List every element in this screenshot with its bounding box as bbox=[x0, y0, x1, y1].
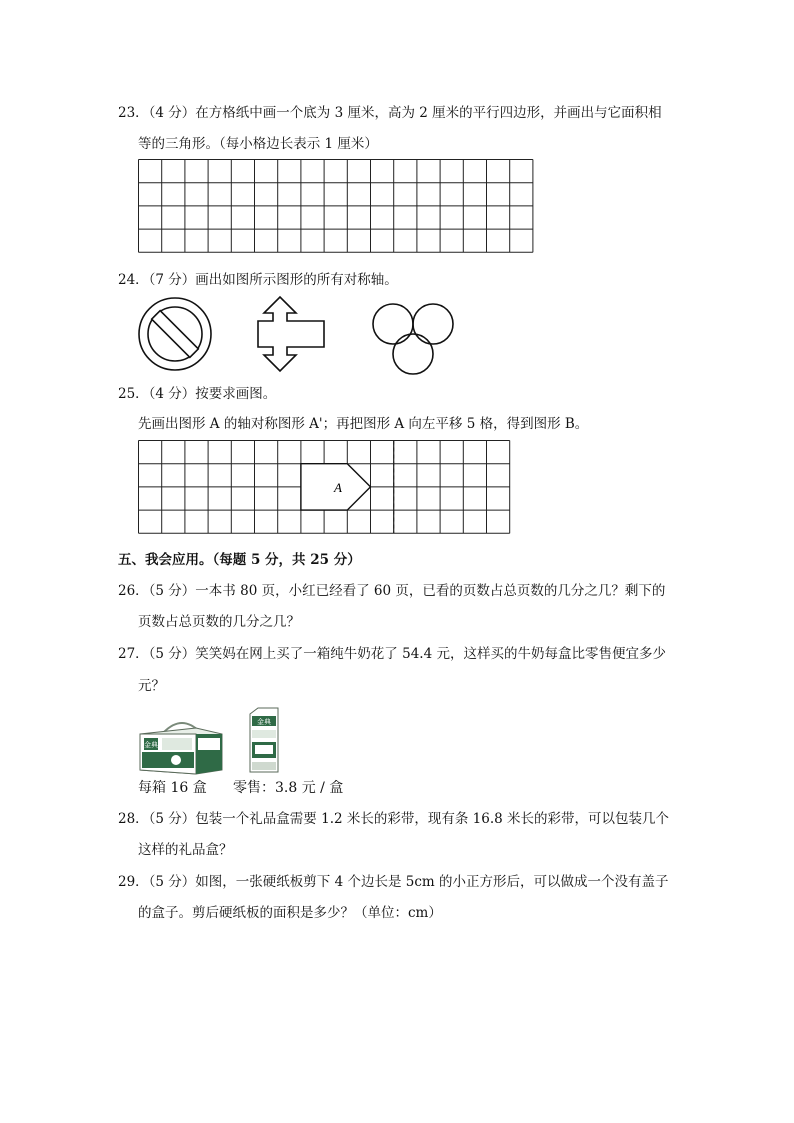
q25-grid[interactable] bbox=[138, 440, 512, 541]
milk-carton-image bbox=[246, 706, 282, 774]
q28-line2: 这样的礼品盒？ bbox=[138, 842, 233, 858]
q24-line1: 24．（7 分）画出如图所示图形的所有对称轴。 bbox=[118, 272, 398, 288]
q27-line2: 元？ bbox=[138, 678, 165, 694]
milk-case-brand: 金典 bbox=[144, 741, 158, 749]
q25-line1: 25．（4 分）按要求画图。 bbox=[118, 386, 277, 402]
milk-case-caption: 每箱 16 盒 bbox=[138, 780, 207, 796]
section-heading: 五、我会应用。（每题 5 分，共 25 分） bbox=[118, 552, 361, 568]
q26-line2: 页数占总页数的几分之几？ bbox=[138, 614, 300, 630]
q26-line1: 26．（5 分）一本书 80 页，小红已经看了 60 页，已看的页数占总页数的几分之几？剩下的 bbox=[118, 583, 666, 599]
q25-line2: 先画出图形 A 的轴对称图形 A'；再把图形 A 向左平移 5 格，得到图形 B。 bbox=[138, 416, 589, 432]
double-arrow-cross-icon[interactable] bbox=[258, 297, 324, 371]
q23-line2: 等的三角形。（每小格边长表示 1 厘米） bbox=[138, 136, 378, 152]
q28-line1: 28．（5 分）包装一个礼品盒需要 1.2 米长的彩带，现有条 16.8 米长的彩带，可以包装几个 bbox=[118, 811, 670, 827]
q27-line1: 27．（5 分）笑笑妈在网上买了一箱纯牛奶花了 54.4 元，这样买的牛奶每盒比零售便宜多少 bbox=[118, 646, 666, 662]
milk-retail-caption: 零售：3.8 元 / 盒 bbox=[233, 780, 344, 796]
q23-grid[interactable] bbox=[138, 159, 532, 260]
q24-figures bbox=[130, 295, 470, 380]
q29-line1: 29．（5 分）如图，一张硬纸板剪下 4 个边长是 5cm 的小正方形后，可以做成一个没有盖子 bbox=[118, 874, 669, 890]
no-entry-sign-icon[interactable] bbox=[139, 298, 211, 370]
three-circles-icon[interactable] bbox=[373, 304, 453, 374]
q29-line2: 的盒子。剪后硬纸板的面积是多少？（单位：cm） bbox=[138, 905, 442, 921]
shape-a-label: A bbox=[334, 479, 342, 495]
q23-line1: 23．（4 分）在方格纸中画一个底为 3 厘米，高为 2 厘米的平行四边形，并画出与它面积相 bbox=[118, 105, 662, 121]
milk-case-image bbox=[136, 712, 226, 774]
milk-carton-brand: 金典 bbox=[257, 718, 271, 726]
